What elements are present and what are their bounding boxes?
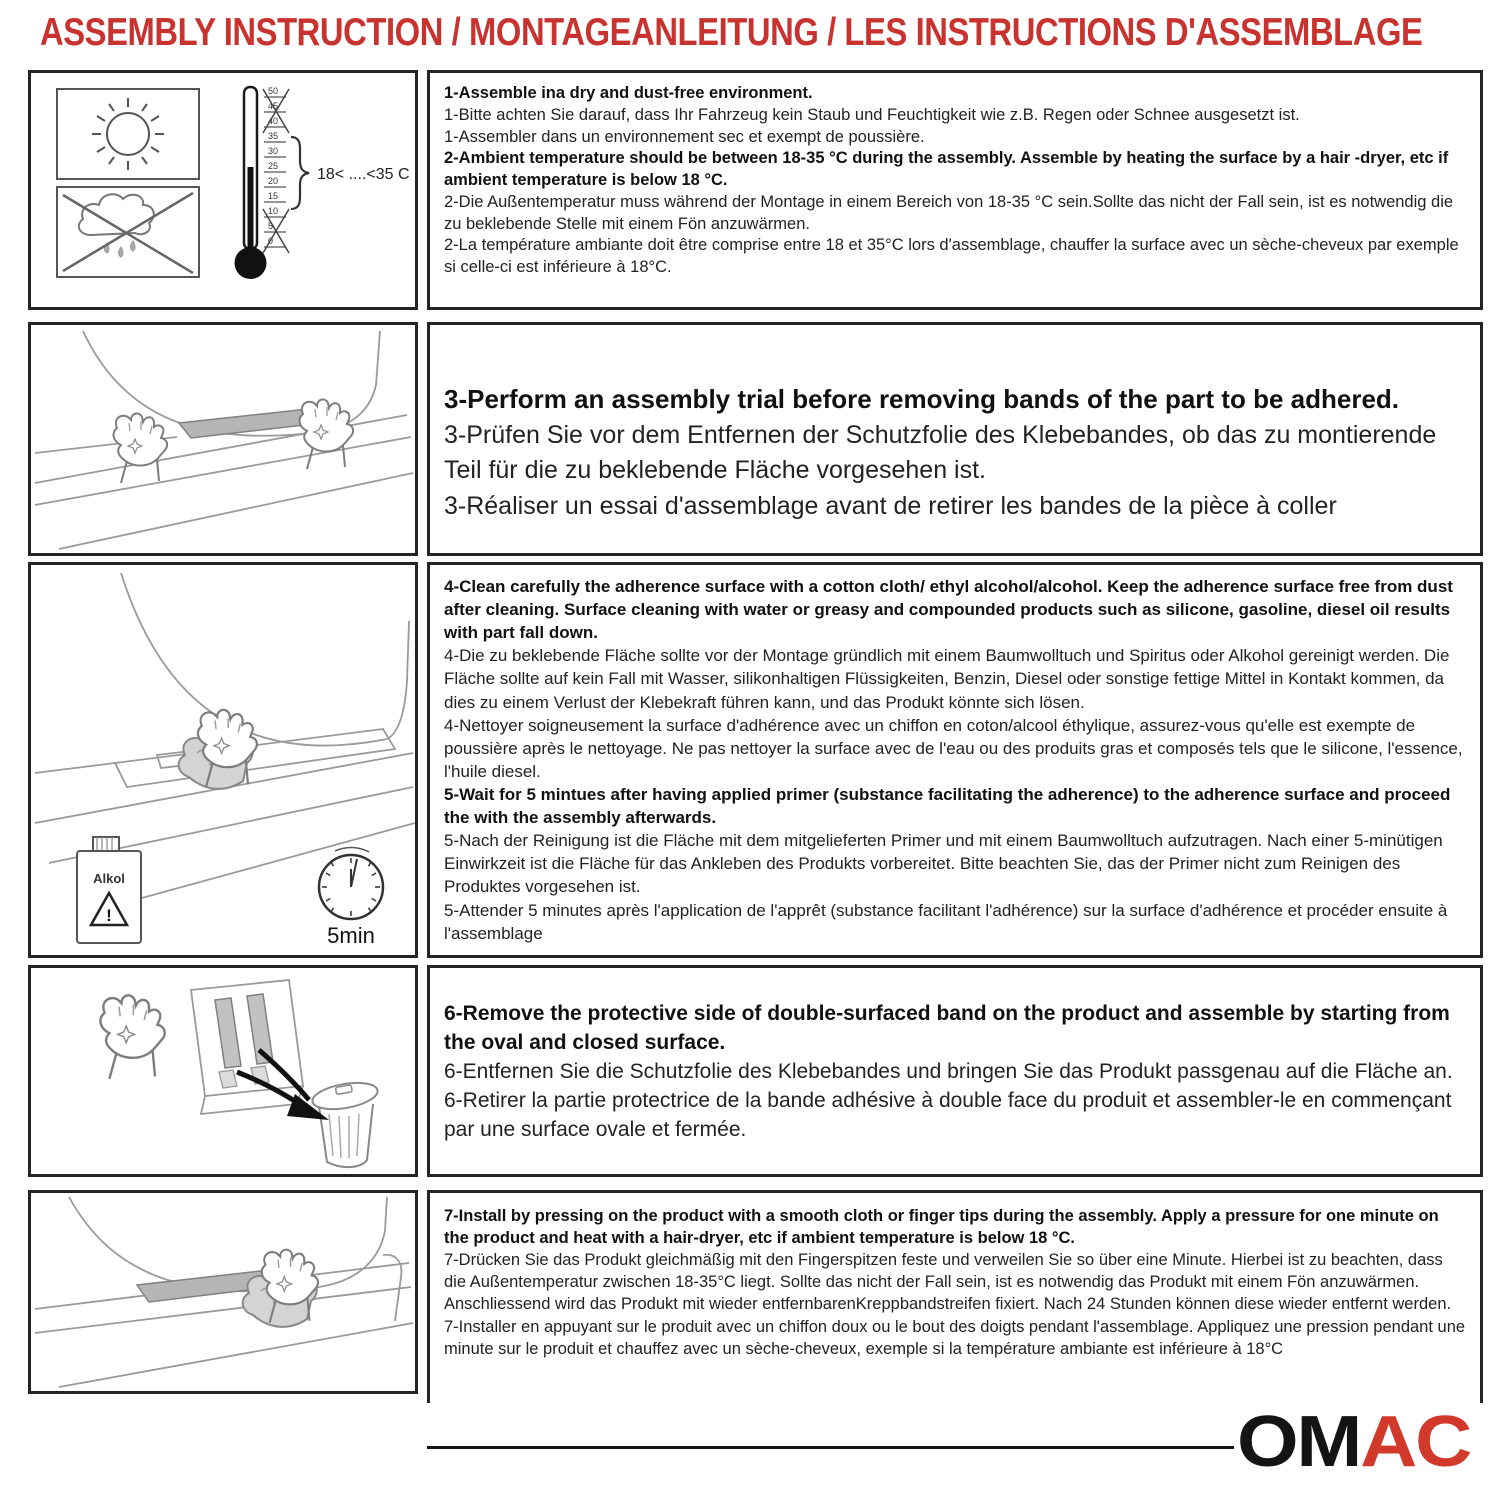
svg-text:0: 0 [268, 236, 274, 246]
step-text: 6-Remove the protective side of double-surfaced band on the product and assemble by starting from the oval and closed surface. [444, 1002, 1450, 1054]
temperature-range-label: 18< ....<35 C [317, 166, 410, 183]
trash-can-icon [310, 1078, 379, 1167]
sun-icon [57, 89, 199, 179]
omac-logo [1237, 1402, 1471, 1482]
step-text: 3-Prüfen Sie vor dem Entfernen der Schutzfolie des Klebebandes, ob das zu montierende Teil für die zu beklebende Fläche vorgesehen ist. [444, 420, 1437, 485]
section-6-text [427, 965, 1483, 1177]
clock-label: 5min [327, 923, 375, 948]
step-text: 1-Bitte achten Sie darauf, dass Ihr Fahrzeug kein Staub und Feuchtigkeit wie z.B. Regen oder Schnee ausgesetzt ist. [444, 105, 1300, 124]
svg-text:35: 35 [268, 131, 279, 141]
peeling-hand [100, 995, 164, 1078]
section-1-2-text [427, 70, 1483, 310]
step-text: 5-Nach der Reinigung ist die Fläche mit dem mitgelieferten Primer und mit einem Baumwolltuch aufzutragen. Nach einer 5-minütigen Einwirkzeit ist die Fläche für das Ankleben des Produkts vorbereitet. Bitte beachten Sie, das der Primer nicht zum Reinigen des Produktes vorgesehen ist. [444, 831, 1443, 897]
svg-text:10: 10 [268, 206, 279, 216]
step-text: 3-Perform an assembly trial before removing bands of the part to be adhered. [444, 384, 1400, 414]
no-rain-icon [57, 187, 199, 277]
svg-text:45: 45 [268, 101, 279, 111]
assembly-trial-illustration [31, 325, 415, 553]
illustration-box-press [28, 1190, 418, 1394]
peeled-tab [219, 1070, 237, 1088]
illustration-box-cleaning [28, 562, 418, 958]
svg-text:30: 30 [268, 146, 279, 156]
bottle-label: Alkol [93, 871, 125, 886]
step-text: 2-Die Außentemperatur muss während der Montage in einem Bereich von 18-35 °C sein.Sollte das nicht der Fall sein, ist es notwendig die zu beklebende Stelle mit einem Fön anzuwärmen. [444, 192, 1454, 233]
step-text: 7-Install by pressing on the product with a smooth cloth or finger tips during the assembly. Apply a pressure for one minute on the product and heat with a hair-dryer, etc if ambient temperature is below 18 °C. [444, 1207, 1439, 1248]
illustration-box-trial [28, 322, 418, 556]
page-title: ASSEMBLY INSTRUCTION / MONTAGEANLEITUNG / LES INSTRUCTIONS D'ASSEMBLAGE [40, 11, 1423, 54]
step-text: 1-Assemble ina dry and dust-free environment. [444, 84, 813, 102]
step-text: 4-Die zu beklebende Fläche sollte vor der Montage gründlich mit einem Baumwolltuch und Spiritus oder Alkohol gereinigt werden. Die Fläche sollte auf kein Fall mit Wasser, silikonhaltigen Flüssigkeiten, Benzin, Diesel oder sonstige fettige Mittel in Kontakt kommen, da dies zu einem Verlust der Klebekraft führen kann, und das Produkt könnte sich lösen. [444, 646, 1450, 712]
section-3-text [427, 322, 1483, 556]
warning-exclamation: ! [106, 906, 112, 925]
section-7-text [427, 1190, 1483, 1403]
svg-text:25: 25 [268, 161, 279, 171]
omac-logo-red-letters: AC [1360, 1402, 1471, 1482]
step-text: 2-La température ambiante doit être comprise entre 18 et 35°C lors d'assemblage, chauffer la surface avec un sèche-cheveux par exemple si celle-ci est inférieure à 18°C. [444, 236, 1459, 277]
step-text: 4-Clean carefully the adherence surface with a cotton cloth/ ethyl alcohol/alcohol. Keep the adherence surface free from dust after cleaning. Surface cleaning with water or greasy and compounded products such as silicone, gasoline, diesel oil results with part fall down. [444, 577, 1453, 643]
svg-text:5: 5 [268, 221, 274, 231]
illustration-box-environment [28, 70, 418, 310]
left-hand [114, 413, 168, 483]
alcohol-bottle-icon [77, 837, 141, 943]
step-text: 2-Ambient temperature should be between 18-35 °C during the assembly. Assemble by heating the surface by a hair -dryer, etc if ambient temperature is below 18 °C. [444, 149, 1449, 190]
step-text: 6-Retirer la partie protectrice de la bande adhésive à double face du produit et assembler-le en commençant par une surface ovale et fermée. [444, 1088, 1452, 1141]
svg-text:20: 20 [268, 176, 279, 186]
environment-temperature-illustration [31, 73, 415, 307]
omac-logo-black-letters: OM [1237, 1402, 1361, 1482]
step-text: 4-Nettoyer soigneusement la surface d'adhérence avec un chiffon en coton/alcool éthylique, assurez-vous qu'elle est exempte de poussière après le nettoyage. Ne pas nettoyer la surface avec de l'eau ou des produits gras et composés tels que le silicone, l'essence, l'huile diesel. [444, 715, 1463, 781]
step-text: 1-Assembler dans un environnement sec et exempt de poussière. [444, 127, 925, 146]
right-hand [300, 399, 354, 469]
press-install-illustration [31, 1193, 415, 1391]
illustration-box-remove-band [28, 965, 418, 1177]
svg-text:50: 50 [268, 86, 279, 96]
remove-band-illustration [31, 968, 415, 1174]
step-text: 3-Réaliser un essai d'assemblage avant de retirer les bandes de la pièce à coller [444, 491, 1337, 520]
section-4-5-text [427, 562, 1483, 958]
svg-text:15: 15 [268, 191, 279, 201]
wait-clock-icon [319, 847, 383, 948]
footer-rule [427, 1446, 1234, 1449]
step-text: 7-Installer en appuyant sur le produit avec un chiffon doux ou le bout des doigts pendant l'assemblage. Appliquez une pression pendant une minute sur le produit et chauffez avec un sèche-cheveux, exemple si la température ambiante est inférieure à 18°C [444, 1317, 1466, 1358]
svg-text:40: 40 [268, 116, 279, 126]
step-text: 6-Entfernen Sie die Schutzfolie des Klebebandes und bringen Sie das Produkt passgenau auf die Fläche an. [444, 1059, 1453, 1083]
thermometer-icon [235, 86, 410, 279]
step-text: 7-Drücken Sie das Produkt gleichmäßig mit den Fingerspitzen feste und verweilen Sie so über eine Minute. Hierbei ist zu beachten, dass die Außentemperatur zwischen 18-35°C liegt. Sollte das nicht der Fall sein, ist es notwendig das Produkt mit einem Fön anzuwärmen. Anschliessend wird das Produkt mit wieder entfernbarenKreppbandstreifen fixiert. Nach 24 Stunden können diese wieder entfernt werden. [444, 1251, 1452, 1314]
surface-cleaning-illustration [31, 565, 415, 955]
range-brace [291, 137, 309, 209]
step-text: 5-Attender 5 minutes après l'application de l'apprêt (substance facilitant l'adhérence) sur la surface d'adhérence et procéder ensuite à l'assemblage [444, 900, 1448, 943]
crossed-out-ranges [263, 89, 289, 253]
step-text: 5-Wait for 5 mintues after having applied primer (substance facilitating the adherence) to the adherence surface and proceed the with the assembly afterwards. [444, 784, 1451, 828]
